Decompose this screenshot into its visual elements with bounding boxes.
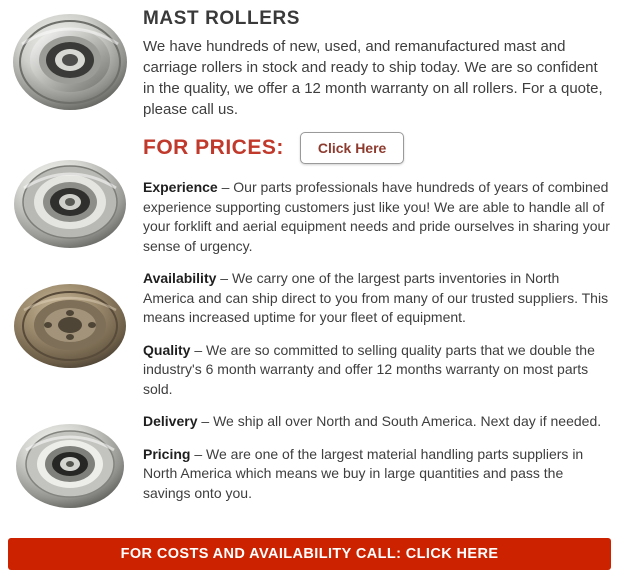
click-here-button[interactable]: Click Here (300, 132, 404, 164)
feature-quality-dash: – (190, 341, 207, 358)
feature-experience (143, 178, 613, 256)
feature-pricing-text: We are one of the largest material handling parts suppliers in North America which means we buy in large quantities and pass the savings onto you. (143, 445, 584, 501)
feature-delivery-title: Delivery (143, 413, 198, 429)
roller-image-1 (8, 4, 132, 116)
steel-bearing-icon (8, 408, 132, 520)
feature-pricing-title: Pricing (143, 445, 191, 462)
feature-availability-text: We carry one of the largest parts inventories in North America and can ship direct to you from many of our trusted suppliers. This means increased uptime for your fleet of equipment. (143, 270, 609, 325)
roller-image-3 (8, 268, 132, 380)
prices-cta-row (143, 132, 613, 164)
feature-experience-dash: – (217, 179, 234, 195)
intro-paragraph: We have hundreds of new, used, and remanufactured mast and carriage rollers in stock and ready to ship today. We are so confident in the quality, we offer a 12 month warranty on all rollers. For a quote, please call us. (143, 38, 603, 118)
grooved-v-bearing-icon (8, 4, 132, 116)
feature-delivery (143, 412, 613, 432)
feature-quality-text: We are so committed to selling quality parts that we double the industry's 6 month warranty and offer 12 months warranty on most parts sold. (143, 341, 595, 397)
feature-quality (143, 341, 613, 400)
roller-image-2 (8, 144, 132, 256)
feature-delivery-dash: – (197, 413, 214, 429)
feature-availability (143, 269, 613, 328)
feature-pricing-dash: – (190, 445, 207, 462)
feature-availability-dash: – (216, 270, 232, 286)
flanged-bearing-icon (8, 144, 132, 256)
content-column (143, 0, 613, 516)
feature-quality-title: Quality (143, 341, 191, 358)
page-title: MAST ROLLERS (143, 8, 301, 29)
feature-pricing (143, 445, 613, 504)
feature-availability-title: Availability (143, 270, 217, 286)
for-prices-label: FOR PRICES: (143, 136, 284, 159)
feature-experience-text: Our parts professionals have hundreds of years of combined experience supporting customers just like you! We are able to handle all of your forklift and aerial equipment needs and pride ourselves in sharing your sense of urgency. (143, 179, 610, 254)
feature-delivery-text: We ship all over North and South America. Next day if needed. (213, 413, 602, 429)
roller-image-4 (8, 408, 132, 520)
feature-experience-title: Experience (143, 179, 218, 195)
product-image-column (0, 0, 140, 530)
bronze-sheave-icon (8, 268, 132, 380)
footer-cta-banner[interactable]: FOR COSTS AND AVAILABILITY CALL: CLICK HERE (8, 538, 611, 570)
